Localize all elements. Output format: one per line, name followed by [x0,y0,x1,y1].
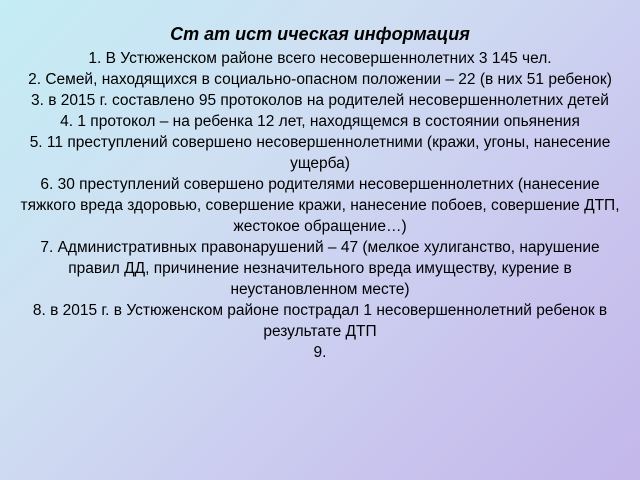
list-item: 2. Семей, находящихся в социально-опасном положении – 22 (в них 51 ребенок) [28,71,612,88]
list-item: 4. 1 протокол – на ребенка 12 лет, находящемся в состоянии опьянения [60,113,580,130]
list-item: 6. 30 преступлений совершено родителями несовершеннолетних (нанесение тяжкого вреда здоровью, совершение кражи, нанесение побоев, совершение ДТП, жестокое обращение…) [20,176,620,235]
list-item: 9. [313,344,327,361]
list-item: 1. В Устюженском районе всего несовершеннолетних 3 145 чел. [88,50,552,67]
list-item: 8. в 2015 г. в Устюженском районе пострадал 1 несовершеннолетний ребенок в результате ДТП [32,302,608,340]
list-item: 5. 11 преступлений совершено несовершеннолетними (кражи, угоны, нанесение ущерба) [29,134,611,172]
list-item: 3. в 2015 г. составлено 95 протоколов на родителей несовершеннолетних детей [31,92,609,109]
slide-title: Ст ат ист ическая информация [170,24,470,44]
statistics-list [20,48,620,363]
list-item: 7. Административных правонарушений – 47 (мелкое хулиганство, нарушение правил ДД, причинение незначительного вреда имуществу, курение в неустановленном месте) [40,239,600,298]
